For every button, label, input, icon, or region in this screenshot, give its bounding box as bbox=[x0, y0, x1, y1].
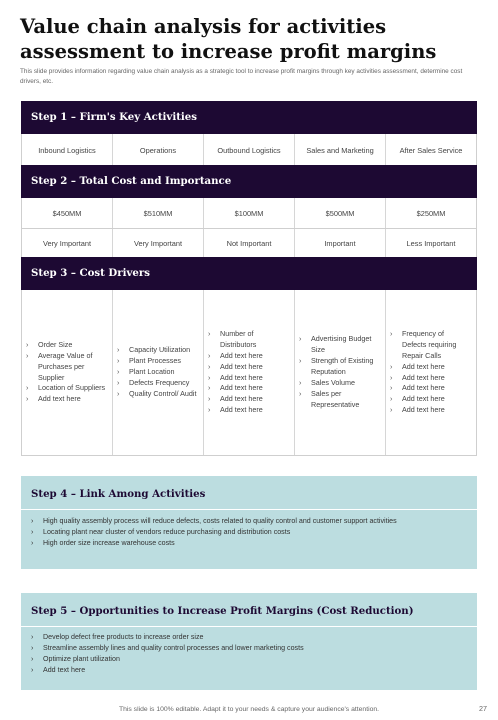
list-item: › Plant Location bbox=[117, 367, 175, 377]
chevron-right-icon: › bbox=[208, 394, 211, 404]
list-item: › Sales per Representative bbox=[299, 388, 360, 409]
list-item: › Optimize plant utilization bbox=[31, 654, 120, 663]
chevron-right-icon: › bbox=[117, 356, 120, 366]
step4-header: Step 4 – Link Among Activities bbox=[31, 488, 206, 500]
chevron-right-icon: › bbox=[390, 328, 393, 338]
chevron-right-icon: › bbox=[299, 356, 302, 366]
importance-cell: Not Important bbox=[204, 229, 295, 257]
footer-note: This slide is 100% editable. Adapt it to your needs & capture your audience's attention. bbox=[118, 706, 380, 713]
cost-cell: $510MM bbox=[113, 198, 204, 228]
list-item: › Average Value of Purchases per Supplier bbox=[26, 350, 93, 382]
activity-cell: Sales and Marketing bbox=[295, 134, 386, 166]
list-item: › Add text here bbox=[31, 665, 86, 674]
list-item: › Develop defect free products to increase order size bbox=[31, 633, 204, 641]
list-item: › High order size increase warehouse costs bbox=[31, 538, 175, 547]
chevron-right-icon: › bbox=[31, 643, 34, 652]
importance-cell: Very Important bbox=[22, 229, 113, 257]
list-item: › Add text here bbox=[208, 383, 263, 393]
cost-cell: $100MM bbox=[204, 198, 295, 228]
driver-column bbox=[22, 290, 113, 455]
page-title: Value chain analysis for activities assessment to increase profit margins bbox=[20, 15, 437, 63]
chevron-right-icon: › bbox=[117, 377, 120, 387]
cost-row bbox=[21, 198, 477, 229]
chevron-right-icon: › bbox=[390, 361, 393, 371]
list-item: › High quality assembly process will reduce defects, costs related to quality control and customer support activities bbox=[31, 517, 397, 525]
chevron-right-icon: › bbox=[299, 388, 302, 398]
chevron-right-icon: › bbox=[208, 361, 211, 371]
list-item: › Defects Frequency bbox=[117, 377, 190, 387]
chevron-right-icon: › bbox=[390, 405, 393, 415]
list-item: › Add text here bbox=[390, 372, 445, 382]
chevron-right-icon: › bbox=[390, 372, 393, 382]
page-subtitle: This slide provides information regarding value chain analysis as a strategic tool to increase profit margins through key activities assessment, determine cost drivers, etc. bbox=[20, 68, 463, 85]
cost-cell: $500MM bbox=[295, 198, 386, 228]
importance-cell: Less Important bbox=[406, 238, 456, 248]
importance-row bbox=[21, 229, 477, 258]
chevron-right-icon: › bbox=[31, 538, 34, 547]
chevron-right-icon: › bbox=[26, 394, 29, 404]
chevron-right-icon: › bbox=[26, 383, 29, 393]
cost-cell: $450MM bbox=[22, 198, 113, 228]
chevron-right-icon: › bbox=[31, 527, 34, 536]
list-item: › Add text here bbox=[390, 361, 445, 371]
chevron-right-icon: › bbox=[31, 654, 34, 663]
list-item: › Locating plant near cluster of vendors reduce purchasing and distribution costs bbox=[31, 527, 291, 536]
step5-list bbox=[21, 632, 477, 676]
cost-cell: $250MM bbox=[416, 208, 446, 218]
chevron-right-icon: › bbox=[26, 350, 29, 360]
list-item: › Sales Volume bbox=[299, 377, 355, 387]
chevron-right-icon: › bbox=[117, 388, 120, 398]
driver-column bbox=[386, 290, 476, 455]
chevron-right-icon: › bbox=[208, 350, 211, 360]
chevron-right-icon: › bbox=[299, 334, 302, 344]
list-item: › Add text here bbox=[208, 405, 263, 415]
chevron-right-icon: › bbox=[208, 383, 211, 393]
driver-column bbox=[204, 290, 295, 455]
list-item: › Add text here bbox=[208, 350, 263, 360]
list-item: › Streamline assembly lines and quality control processes and lower marketing costs bbox=[31, 643, 304, 652]
list-item: › Add text here bbox=[390, 405, 445, 415]
chevron-right-icon: › bbox=[31, 517, 34, 525]
activities-row bbox=[21, 134, 477, 167]
page-number: 27 bbox=[479, 704, 487, 713]
list-item: › Add text here bbox=[26, 394, 81, 404]
chevron-right-icon: › bbox=[208, 372, 211, 382]
driver-column bbox=[113, 290, 204, 455]
chevron-right-icon: › bbox=[26, 339, 29, 349]
list-item: › Capacity Utilization bbox=[117, 345, 191, 355]
list-item: › Add text here bbox=[208, 361, 263, 371]
activity-cell: After Sales Service bbox=[399, 145, 463, 155]
importance-cell: Very Important bbox=[113, 229, 204, 257]
chevron-right-icon: › bbox=[208, 328, 211, 338]
step4-list bbox=[21, 516, 477, 549]
chevron-right-icon: › bbox=[299, 377, 302, 387]
list-item: › Location of Suppliers bbox=[26, 383, 106, 393]
list-item: › Add text here bbox=[208, 394, 263, 404]
list-item: › Order Size bbox=[26, 339, 73, 349]
driver-column bbox=[295, 290, 386, 455]
list-item: › Add text here bbox=[208, 372, 263, 382]
list-item: › Advertising Budget Size bbox=[299, 334, 372, 355]
activity-cell: Inbound Logistics bbox=[22, 134, 113, 166]
chevron-right-icon: › bbox=[31, 633, 34, 641]
list-item: › Quality Control/ Audit bbox=[117, 388, 197, 398]
step4-box bbox=[21, 476, 477, 569]
step1-header: Step 1 – Firm's Key Activities bbox=[21, 101, 477, 134]
chevron-right-icon: › bbox=[390, 394, 393, 404]
list-item: › Frequency of Defects requiring Repair Calls bbox=[390, 328, 457, 360]
step2-header: Step 2 – Total Cost and Importance bbox=[21, 165, 477, 198]
step3-header: Step 3 – Cost Drivers bbox=[21, 257, 477, 290]
importance-cell: Important bbox=[295, 229, 386, 257]
list-item: › Add text here bbox=[390, 394, 445, 404]
activity-cell: Operations bbox=[113, 134, 204, 166]
activity-cell: Outbound Logistics bbox=[204, 134, 295, 166]
list-item: › Add text here bbox=[390, 383, 445, 393]
list-item: › Strength of Existing Reputation bbox=[299, 356, 374, 377]
list-item: › Number of Distributors bbox=[208, 328, 257, 349]
list-item: › Plant Processes bbox=[117, 356, 181, 366]
chevron-right-icon: › bbox=[208, 405, 211, 415]
chevron-right-icon: › bbox=[31, 665, 34, 674]
chevron-right-icon: › bbox=[117, 367, 120, 377]
chevron-right-icon: › bbox=[117, 345, 120, 355]
cost-drivers-grid bbox=[21, 290, 477, 456]
step5-box bbox=[21, 593, 477, 690]
chevron-right-icon: › bbox=[390, 383, 393, 393]
step5-header: Step 5 – Opportunities to Increase Profit Margins (Cost Reduction) bbox=[31, 605, 414, 617]
